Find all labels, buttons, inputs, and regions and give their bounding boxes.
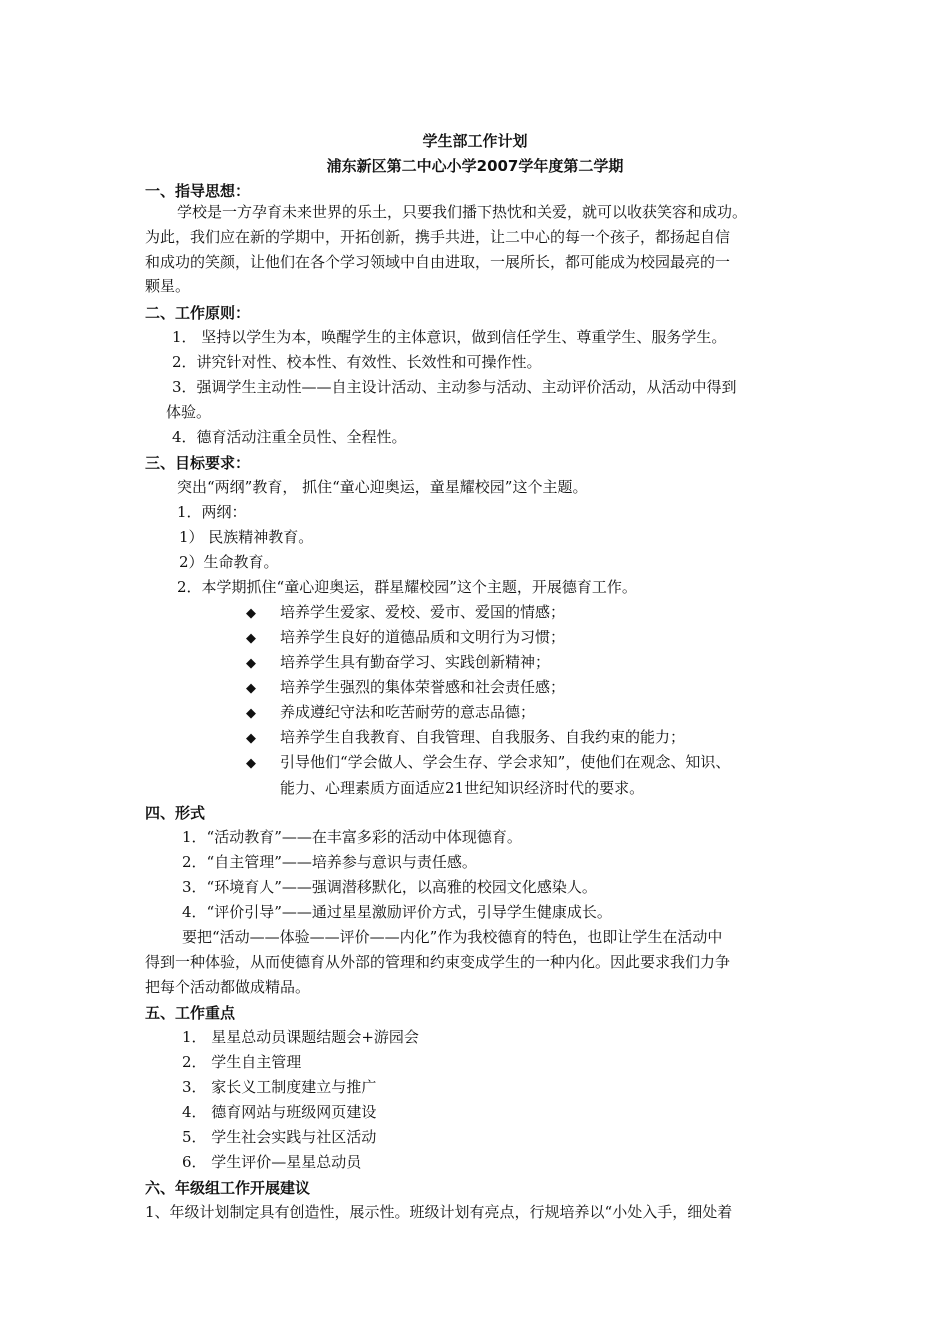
diamond-bullet-icon: ◆	[246, 606, 256, 621]
diamond-bullet-icon: ◆	[246, 706, 256, 721]
paragraph-line: 把每个活动都做成精品。	[145, 978, 311, 996]
bullet-text: 培养学生具有勤奋学习、实践创新精神；	[280, 653, 551, 671]
list-item: 3．“环境育人”——强调潜移默化，以高雅的校园文化感染人。	[182, 878, 597, 896]
list-item: 5． 学生社会实践与社区活动	[182, 1128, 377, 1146]
list-item-continuation: 体验。	[166, 403, 212, 421]
list-item: 2．“自主管理”——培养参与意识与责任感。	[182, 853, 477, 871]
list-item: 6． 学生评价—星星总动员	[182, 1153, 362, 1171]
list-item: 3． 家长义工制度建立与推广	[182, 1078, 377, 1096]
bullet-text: 引导他们“学会做人、学会生存、学会求知”，使他们在观念、知识、	[280, 753, 731, 771]
bullet-item	[246, 752, 730, 774]
bullet-text: 培养学生爱家、爱校、爱市、爱国的情感；	[280, 603, 566, 621]
diamond-bullet-icon: ◆	[246, 756, 256, 771]
list-item: 1． 星星总动员课题结题会+游园会	[182, 1028, 419, 1046]
bullet-item	[246, 627, 565, 649]
list-item: 1．“活动教育”——在丰富多彩的活动中体现德育。	[182, 828, 522, 846]
paragraph-line: 学校是一方孕育未来世界的乐土，只要我们播下热忱和关爱，就可以收获笑容和成功。	[177, 203, 748, 221]
paragraph-line: 得到一种体验，从而使德育从外部的管理和约束变成学生的一种内化。因此要求我们力争	[145, 953, 731, 971]
section-heading-guiding-thought: 一、指导思想：	[145, 182, 251, 200]
section-heading-key-work: 五、工作重点	[145, 1004, 236, 1022]
document-subtitle: 浦东新区第二中心小学2007学年度第二学期	[326, 157, 624, 175]
section-heading-forms: 四、形式	[145, 804, 206, 822]
section-heading-grade-suggestions: 六、年级组工作开展建议	[145, 1179, 311, 1197]
paragraph-line: 和成功的笑颜，让他们在各个学习领域中自由进取，一展所长，都可能成为校园最亮的一	[145, 253, 731, 271]
paragraph-line: 1、年级计划制定具有创造性，展示性。班级计划有亮点，行规培养以“小处入手，细处着	[145, 1203, 733, 1221]
list-item: 2．讲究针对性、校本性、有效性、长效性和可操作性。	[172, 353, 542, 371]
section-heading-goals: 三、目标要求：	[145, 454, 251, 472]
bullet-item	[246, 702, 535, 724]
list-item: 1． 坚持以学生为本，唤醒学生的主体意识，做到信任学生、尊重学生、服务学生。	[172, 328, 727, 346]
diamond-bullet-icon: ◆	[246, 656, 256, 671]
bullet-text: 培养学生强烈的集体荣誉感和社会责任感；	[280, 678, 566, 696]
list-item: 4．德育活动注重全员性、全程性。	[172, 428, 407, 446]
list-item: 1） 民族精神教育。	[179, 528, 314, 546]
list-item: 4．“评价引导”——通过星星激励评价方式，引导学生健康成长。	[182, 903, 612, 921]
list-item: 3．强调学生主动性——自主设计活动、主动参与活动、主动评价活动，从活动中得到	[172, 378, 737, 396]
bullet-item	[246, 602, 565, 624]
bullet-continuation: 能力、心理素质方面适应21世纪知识经济时代的要求。	[280, 779, 645, 797]
list-item: 2． 学生自主管理	[182, 1053, 302, 1071]
bullet-text: 培养学生自我教育、自我管理、自我服务、自我约束的能力；	[280, 728, 686, 746]
list-item: 2）生命教育。	[179, 553, 279, 571]
bullet-text: 养成遵纪守法和吃苦耐劳的意志品德；	[280, 703, 536, 721]
diamond-bullet-icon: ◆	[246, 631, 256, 646]
document-title: 学生部工作计划	[422, 132, 528, 150]
bullet-item	[246, 677, 565, 699]
diamond-bullet-icon: ◆	[246, 681, 256, 696]
bullet-text: 培养学生良好的道德品质和文明行为习惯；	[280, 628, 566, 646]
list-item: 1．两纲：	[177, 503, 247, 521]
bullet-item	[246, 652, 550, 674]
diamond-bullet-icon: ◆	[246, 731, 256, 746]
bullet-item	[246, 727, 685, 749]
paragraph-line: 突出“两纲”教育， 抓住“童心迎奥运，童星耀校园”这个主题。	[177, 478, 588, 496]
list-item: 2．本学期抓住“童心迎奥运，群星耀校园”这个主题，开展德育工作。	[177, 578, 637, 596]
list-item: 4． 德育网站与班级网页建设	[182, 1103, 377, 1121]
paragraph-line: 要把“活动——体验——评价——内化”作为我校德育的特色，也即让学生在活动中	[182, 928, 723, 946]
section-heading-principles: 二、工作原则：	[145, 304, 251, 322]
paragraph-line: 为此，我们应在新的学期中，开拓创新，携手共进，让二中心的每一个孩子，都扬起自信	[145, 228, 731, 246]
paragraph-line: 颗星。	[145, 277, 191, 295]
